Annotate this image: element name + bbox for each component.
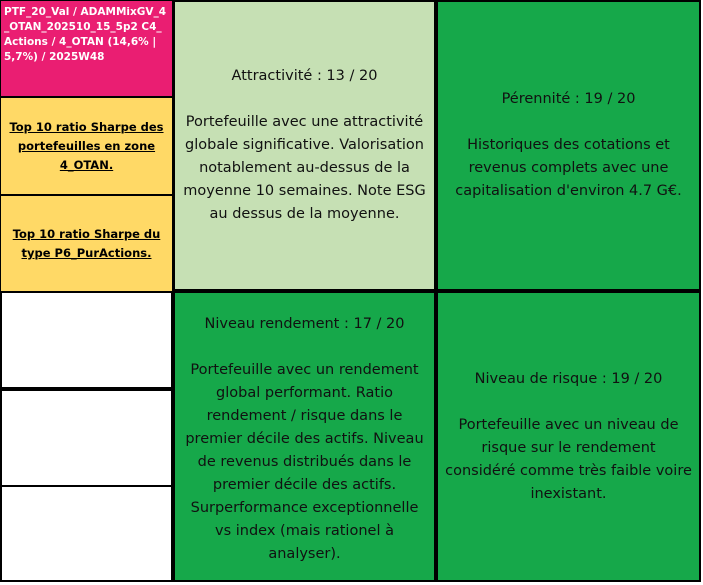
rendement-box xyxy=(173,291,436,582)
attractivite-box xyxy=(173,0,436,291)
attractivite-text: Portefeuille avec une attractivité globale significative. Valorisation notablement au-dessus de la moyenne 10 semaines. Note ESG au dessus de la moyenne. xyxy=(183,114,426,222)
rendement-text: Portefeuille avec un rendement global performant. Ratio rendement / risque dans le premier décile des actifs. Niveau de revenus distribués dans le premier décile des actifs. Surperformance exceptionnelle vs index (mais rationel à analyser). xyxy=(185,362,424,562)
risque-box xyxy=(436,291,701,582)
ranking-sharpe-zone[interactable] xyxy=(0,97,173,195)
attractivite-title: Attractivité : 13 / 20 xyxy=(231,68,378,84)
risque-text: Portefeuille avec un niveau de risque sur le rendement considéré comme très faible voire inexistant. xyxy=(445,416,692,502)
portfolio-header xyxy=(0,0,173,97)
ranking-sharpe-type-link[interactable]: Top 10 ratio Sharpe du type P6_PurActions. xyxy=(12,227,161,260)
empty-cell-3 xyxy=(0,485,173,582)
perennite-title: Pérennité : 19 / 20 xyxy=(501,91,636,107)
ranking-sharpe-type[interactable] xyxy=(0,195,173,293)
empty-cell-2 xyxy=(0,389,173,487)
portfolio-header-text: PTF_20_Val / ADAMMixGV_4_OTAN_202510_15_5p2 C4_Actions / 4_OTAN (14,6% | 5,7%) / 2025W48 xyxy=(4,6,167,63)
ranking-sharpe-zone-link[interactable]: Top 10 ratio Sharpe des portefeuilles en zone 4_OTAN. xyxy=(9,119,164,172)
perennite-box xyxy=(436,0,701,291)
empty-cell-1 xyxy=(0,291,173,389)
risque-title: Niveau de risque : 19 / 20 xyxy=(474,370,663,387)
rendement-title: Niveau rendement : 17 / 20 xyxy=(204,316,405,332)
perennite-text: Historiques des cotations et revenus complets avec une capitalisation d'environ 4.7 G€. xyxy=(455,137,682,199)
